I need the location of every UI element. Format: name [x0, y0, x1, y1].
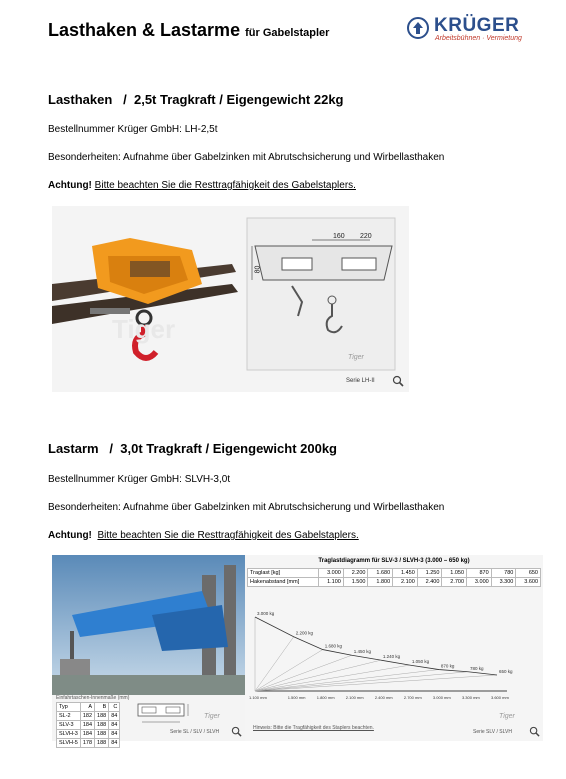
title-sub: für Gabelstapler [245, 27, 330, 39]
brand-mark: Tiger [348, 354, 364, 361]
table-cell: 188 [95, 712, 109, 721]
table-row [57, 730, 120, 739]
dims-table [56, 702, 120, 748]
table-cell: SLVH-3 [57, 730, 81, 739]
curve-label: 1.050 kg [411, 659, 430, 665]
table-cell: 2.700 [442, 578, 467, 587]
table-cell: 84 [109, 712, 120, 721]
axis-tick-label: 2.700 mm [403, 695, 422, 700]
table-cell: Typ [57, 703, 81, 712]
table-cell: 3.000 [319, 569, 344, 578]
section1-warning [48, 180, 356, 191]
title-main: Lasthaken & Lastarme [48, 20, 241, 40]
series-left: Serie SL / SLV / SLVH [170, 729, 220, 735]
diagram-title: Traglastdiagramm für SLV-3 / SLVH-3 (3.000 – 650 kg) [318, 558, 470, 564]
axis-tick-label: 1.500 mm [287, 695, 306, 700]
table-cell: 1.100 [319, 578, 344, 587]
axis-tick-label: 2.400 mm [374, 695, 393, 700]
section2-heading: Lastarm / 3,0t Tragkraft / Eigengewicht 200kg [48, 441, 337, 456]
table-cell: 650 [516, 569, 541, 578]
zoom-icon [231, 726, 242, 737]
table-cell: 184 [80, 730, 94, 739]
section1-order: Bestellnummer Krüger GmbH: LH-2,5t [48, 124, 218, 135]
row-label: Traglast [kg] [248, 569, 319, 578]
table-cell: 84 [109, 730, 120, 739]
curve-label: 1.680 kg [324, 643, 343, 649]
section2-features: Besonderheiten: Aufnahme über Gabelzinken mit Abrutschsicherung und Wirbellasthaken [48, 502, 445, 513]
curve-label: 3.000 kg [257, 611, 275, 616]
table-cell: C [109, 703, 120, 712]
table-row [248, 569, 541, 578]
load-diagram-panel [245, 555, 543, 741]
curve-ray [255, 665, 410, 691]
axis-tick-label: 2.100 mm [345, 695, 364, 700]
curve-label: 870 kg [440, 663, 455, 669]
dim-b: 220 [360, 233, 372, 240]
lasthaken-image [52, 206, 409, 392]
table-cell: 3.300 [491, 578, 516, 587]
load-curve-line [255, 617, 497, 675]
table-cell: 1.450 [393, 569, 418, 578]
dims-title: Einfahrtaschen-Innenmaße (mm) [56, 695, 130, 701]
series-right: Serie SLV / SLVH [473, 729, 512, 735]
table-row [57, 712, 120, 721]
logo-tagline: Arbeitsbühnen · Vermietung [435, 35, 522, 42]
table-cell: A [80, 703, 94, 712]
row-label: Hakenabstand [mm] [248, 578, 319, 587]
table-cell: 1.250 [417, 569, 442, 578]
table-cell: 3.600 [516, 578, 541, 587]
table-cell: SLVH-5 [57, 739, 81, 748]
section2-order: Bestellnummer Krüger GmbH: SLVH-3,0t [48, 474, 231, 485]
table-cell: 84 [109, 721, 120, 730]
curve-ray [255, 670, 439, 691]
curve-label: 1.450 kg [353, 649, 372, 655]
table-cell: 182 [80, 712, 94, 721]
table-row [57, 739, 120, 748]
logo [407, 16, 541, 44]
curve-label: 650 kg [499, 668, 513, 674]
curve-ray [255, 672, 468, 691]
diagram-note: Hinweis: Bitte die Tragfähigkeit des Staplers beachten. [253, 725, 374, 731]
table-cell: 188 [95, 721, 109, 730]
brand-mark: Tiger [499, 713, 515, 720]
table-cell: 1.800 [368, 578, 393, 587]
table-row [57, 721, 120, 730]
page-title [48, 20, 329, 41]
watermark-brand: Tiger [112, 314, 176, 344]
warning-text: Bitte beachten Sie die Resttragfähigkeit des Gabelstaplers. [97, 530, 359, 541]
warning-text: Bitte beachten Sie die Resttragfähigkeit des Gabelstaplers. [94, 180, 356, 191]
table-cell: 188 [95, 730, 109, 739]
table-cell: 184 [80, 721, 94, 730]
table-cell: 1.500 [343, 578, 368, 587]
table-cell: 2.100 [393, 578, 418, 587]
table-row [248, 578, 541, 587]
section2-warning [48, 530, 359, 541]
table-cell: SLV-3 [57, 721, 81, 730]
table-cell: 3.000 [467, 578, 492, 587]
table-row [57, 703, 120, 712]
warning-label: Achtung! [48, 180, 92, 191]
zoom-icon [392, 375, 404, 387]
section1-features: Besonderheiten: Aufnahme über Gabelzinken mit Abrutschsicherung und Wirbellasthaken [48, 152, 445, 163]
axis-tick-label: 3.300 mm [461, 695, 480, 700]
curve-label: 780 kg [469, 665, 484, 671]
curve-label: 1.240 kg [382, 654, 401, 660]
dim-a: 160 [333, 233, 345, 240]
table-cell: 2.200 [343, 569, 368, 578]
brand-mark: Tiger [204, 713, 220, 720]
axis-tick-label: 3.600 mm [491, 695, 509, 700]
axis-tick-label: 1.800 mm [316, 695, 335, 700]
table-cell: 2.400 [417, 578, 442, 587]
dim-h: 80 [254, 265, 262, 274]
arrow-up-icon [407, 17, 429, 39]
section1-heading: Lasthaken / 2,5t Tragkraft / Eigengewicht 22kg [48, 92, 344, 107]
load-curve-chart [245, 607, 543, 707]
curve-ray [255, 650, 323, 691]
table-cell: 870 [467, 569, 492, 578]
axis-tick-label: 3.000 mm [432, 695, 451, 700]
table-cell: 1.050 [442, 569, 467, 578]
table-cell: 1.680 [368, 569, 393, 578]
pocket-drawing-icon [136, 698, 196, 726]
table-cell: 188 [95, 739, 109, 748]
load-table [247, 568, 541, 587]
table-cell: B [95, 703, 109, 712]
logo-name: KRÜGER [434, 15, 520, 36]
table-cell: 84 [109, 739, 120, 748]
table-cell: 780 [491, 569, 516, 578]
curve-label: 2.200 kg [295, 630, 313, 636]
lastarm-image [52, 555, 245, 746]
axis-tick-label: 1.100 mm [249, 695, 267, 700]
table-cell: 178 [80, 739, 94, 748]
warning-label: Achtung! [48, 530, 92, 541]
zoom-icon [529, 726, 540, 737]
table-cell: SL-2 [57, 712, 81, 721]
series-label: Serie LH-II [346, 378, 375, 384]
